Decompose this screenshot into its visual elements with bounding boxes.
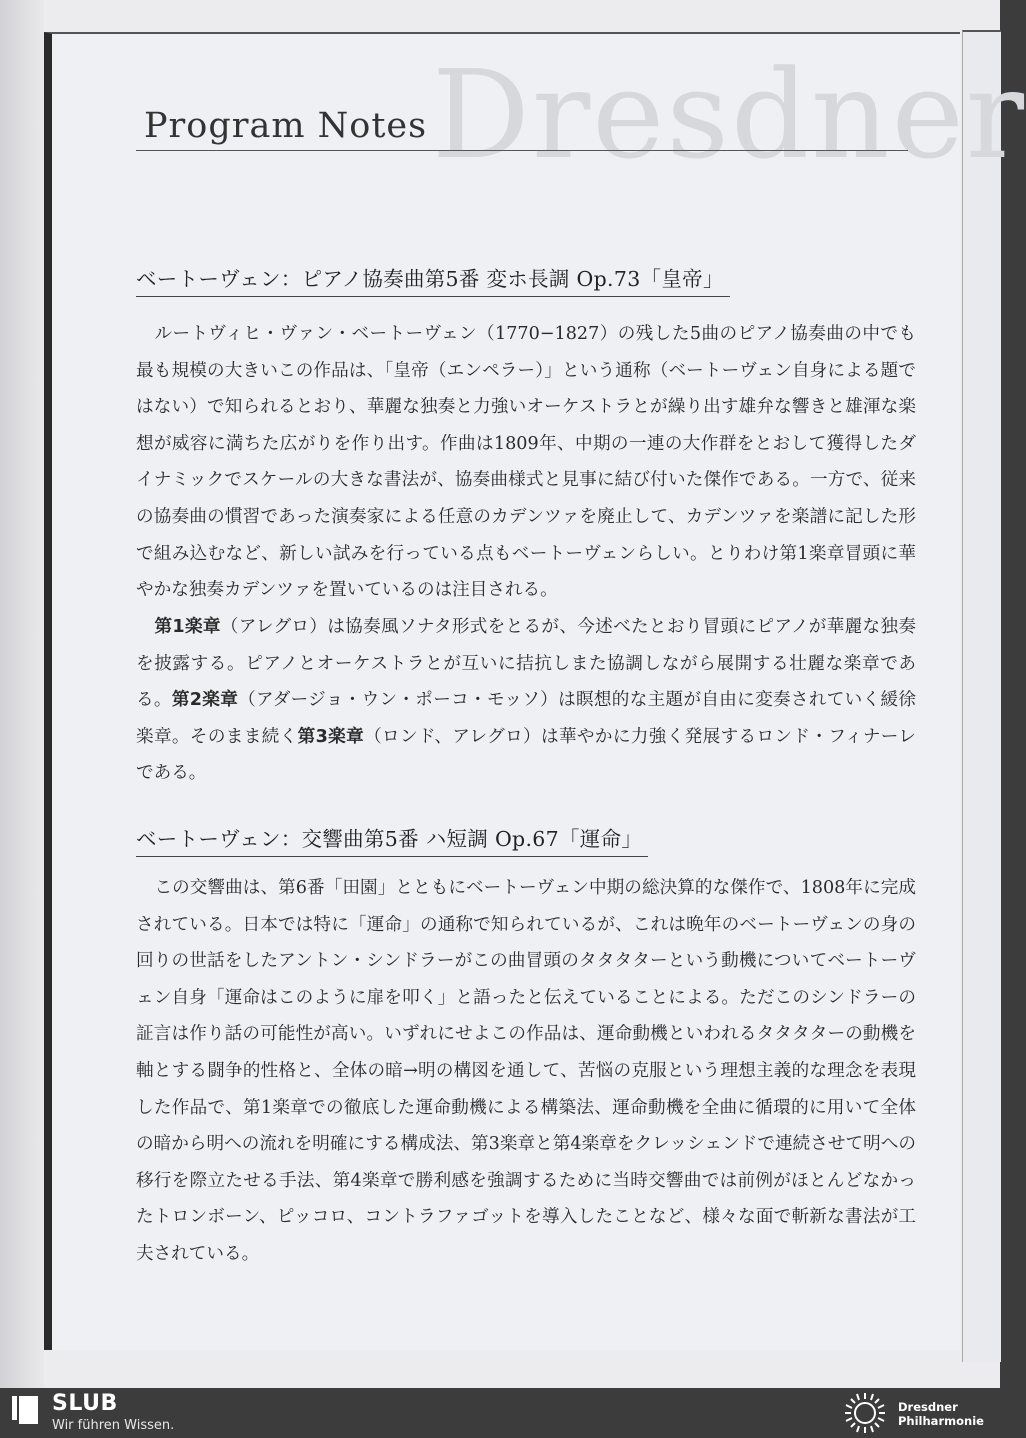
- header-divider: [136, 150, 908, 151]
- movement-label: 第1楽章: [154, 617, 221, 637]
- footer-bar: [0, 1388, 1000, 1438]
- book-icon: [12, 1396, 38, 1424]
- symphony-paragraph-1: [136, 870, 916, 1273]
- page-gutter-shadow: [0, 0, 44, 1388]
- section-title-piano-concerto: ベートーヴェン：ピアノ協奏曲第5番 変ホ長調 Op.73「皇帝」: [136, 262, 730, 297]
- page-title: Program Notes: [144, 106, 428, 146]
- paragraph-text: （アレグロ）は協奏風ソナタ形式をとるが、今述べたとおり冒頭にピアノが華麗な独奏を披露する。ピアノとオーケストラとが互いに拮抗しまた協調しながら展開する壮麗な楽章である。: [136, 617, 916, 711]
- paragraph-text: この交響曲は、第6番「田園」とともにベートーヴェン中期の総決算的な傑作で、1808年に完成されている。日本では特に「運命」の通称で知られているが、これは晩年のベートーヴェンの身の回りの世話をしたアントン・シンドラーがこの曲冒頭のタタタターという動機についてベートーヴェン自身「運命はこのように扉を叩く」と語ったと伝えていることによる。ただこのシンドラーの証言は作り話の可能性が高い。いずれにせよこの作品は、運命動機といわれるタタタターの動機を軸とする闘争的性格と、全体の暗→明の構図を通して、苦悩の克服という理想主義的な理念を表現した作品で、第1楽章での徹底した運命動機による構築法、運命動機を全曲に循環的に用いて全体の暗から明への流れを明確にする構成法、第3楽章と第4楽章をクレッシェンドで連続させて明への移行を際立たせる手法、第4楽章で勝利感を強調するために当時交響曲では前例がほとんどなかったトロンボーン、ピッコロ、コントラファゴットを導入したことなど、様々な面で斬新な書法が工夫されている。: [136, 878, 916, 1264]
- orchestra-name-line-1: Dresdner: [898, 1400, 958, 1414]
- slub-tagline: Wir führen Wissen.: [52, 1418, 175, 1433]
- sunburst-logo-icon: [842, 1391, 888, 1435]
- paragraph-text: ルートヴィヒ・ヴァン・ベートーヴェン（1770−1827）の残した5曲のピアノ協奏曲の中でも最も規模の大きいこの作品は、「皇帝（エンペラー）」という通称（ベートーヴェン自身による題ではない）で知られるとおり、華麗な独奏と力強いオーケストラとが繰り出す雄弁な響きと雄渾な楽想が威容に満ちた広がりを作り出す。作曲は1809年、中期の一連の大作群をとおして獲得したダイナミックでスケールの大きな書法が、協奏曲様式と見事に結び付いた傑作である。一方で、従来の協奏曲の慣習であった演奏家による任意のカデンツァを廃止して、カデンツァを楽譜に記した形で組み込むなど、新しい試みを行っている点もベートーヴェンらしい。とりわけ第1楽章冒頭に華やかな独奏カデンツァを置いているのは注目される。: [136, 324, 916, 601]
- next-page-edge: [962, 30, 1001, 1362]
- orchestra-name-line-2: Philharmonie: [898, 1414, 984, 1428]
- movement-label: 第3楽章: [297, 726, 365, 747]
- piano-concerto-paragraph-2: [136, 609, 916, 792]
- slub-logo-text: SLUB: [52, 1391, 118, 1416]
- header-watermark: Dresdner: [432, 44, 1026, 186]
- paragraph-text: （アダージョ・ウン・ポーコ・モッソ）は瞑想的な主題が自由に変奏されていく緩徐楽章。そのまま続く: [136, 690, 916, 747]
- piano-concerto-paragraph-1: [136, 316, 916, 609]
- program-page: [44, 32, 1026, 1350]
- paragraph-text: （ロンド、アレグロ）は華やかに力強く発展するロンド・フィナーレである。: [136, 726, 916, 784]
- movement-label: 第2楽章: [171, 690, 239, 711]
- orchestra-logo-text: [898, 1400, 984, 1428]
- section-title-symphony: ベートーヴェン：交響曲第5番 ハ短調 Op.67「運命」: [136, 822, 648, 857]
